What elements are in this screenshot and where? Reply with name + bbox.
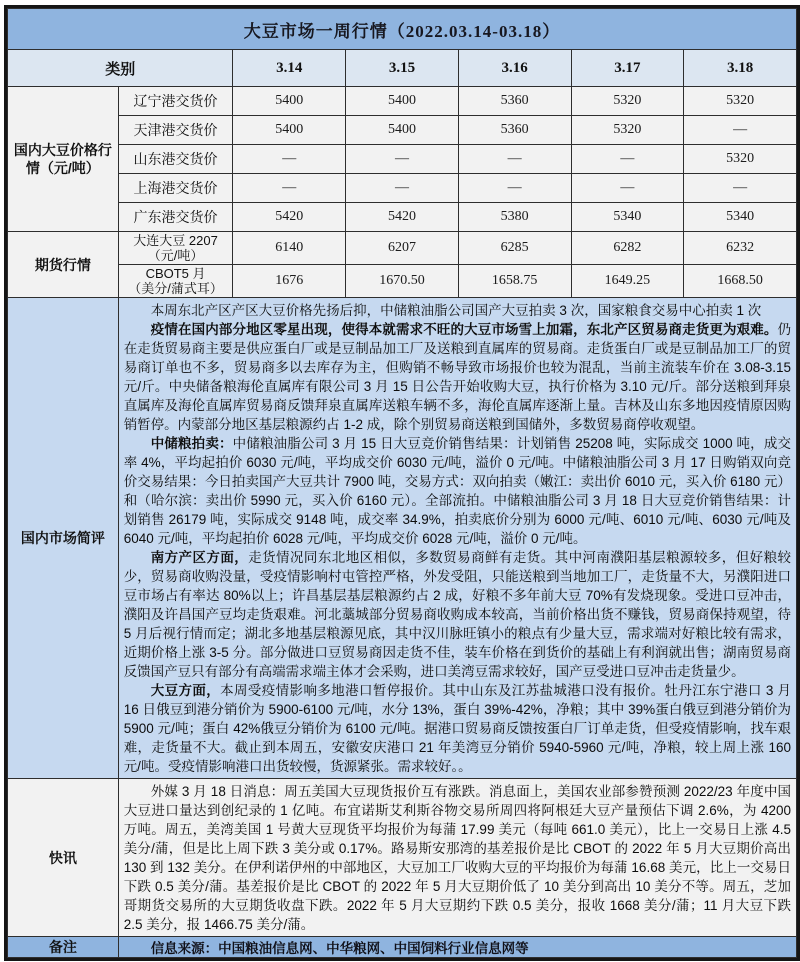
price-cell: 5400 xyxy=(346,116,459,145)
price-cell: 5420 xyxy=(233,203,346,232)
price-cell: 5360 xyxy=(458,116,571,145)
price-cell: 1670.50 xyxy=(346,265,459,298)
price-cell: 5320 xyxy=(571,87,684,116)
price-cell: 5340 xyxy=(571,203,684,232)
table-row xyxy=(8,116,797,145)
price-cell: 6285 xyxy=(458,232,571,265)
price-cell: — xyxy=(458,145,571,174)
review-paragraph xyxy=(124,320,791,434)
price-cell: — xyxy=(684,174,797,203)
review-paragraph-lead: 疫情在国内部分地区零星出现，使得本就需求不旺的大豆市场雪上加霜，东北产区贸易商走货更为艰难。 xyxy=(150,322,778,337)
column-header-date-1: 3.14 xyxy=(233,50,346,87)
price-cell: 5400 xyxy=(346,87,459,116)
review-paragraph xyxy=(124,434,791,548)
table-row xyxy=(8,145,797,174)
row-label: 山东港交货价 xyxy=(118,145,233,174)
price-cell: 6207 xyxy=(346,232,459,265)
price-cell: 5400 xyxy=(233,116,346,145)
futures-contract-name: 大连大豆 2207 xyxy=(133,233,218,248)
market-review-content xyxy=(118,298,796,779)
price-cell: 5360 xyxy=(458,87,571,116)
section-label-domestic-prices: 国内大豆价格行情（元/吨） xyxy=(8,87,119,232)
row-label: 上海港交货价 xyxy=(118,174,233,203)
review-paragraph-text: 仍在走货贸易商主要是供应蛋白厂或是豆制品加工厂及送粮到直属库的贸易商。走货蛋白厂或是豆制品加工厂的贸易商订单也不多，贸易商多以去库存为主，但购销不畅导致市场报价也较为混乱，当前主流装车价在 3.08-3.15 元/斤。中央储备粮海伦直属库有限公司 3 月 15 日公告开始收购大豆，执行价格为 3.10 元/斤。部分送粮到拜泉直属库及海伦直属库贸易商反馈拜泉直属库送粮车辆不多，海伦直属库逐渐上量。吉林及山东多地因疫情原因购销暂停。内蒙部分地区基层粮源约占 1-2 成，除个别贸易商送粮到国储外，多数贸易商停收观望。 xyxy=(123,322,791,432)
price-cell: 5380 xyxy=(458,203,571,232)
column-header-category: 类别 xyxy=(8,50,233,87)
column-header-date-2: 3.15 xyxy=(346,50,459,87)
price-cell: — xyxy=(233,174,346,203)
price-cell: — xyxy=(571,145,684,174)
price-cell: 1658.75 xyxy=(458,265,571,298)
table-row xyxy=(8,87,797,116)
row-label xyxy=(118,232,233,265)
price-cell: 6140 xyxy=(233,232,346,265)
row-label xyxy=(118,265,233,298)
review-paragraph xyxy=(124,681,791,776)
price-cell: 5320 xyxy=(684,145,797,174)
review-paragraph-text: 中储粮油脂公司 3 月 15 日大豆竞价销售结果：计划销售 25208 吨，实际成交 1000 吨，成交率 4%，平均起拍价 6030 元/吨，平均成交价 6030 元/吨，溢价 0 元/吨。中储粮油脂公司 3 月 17 日购销双向竞价交易结果：今日拍卖国产大豆共计 7900 吨，交易方式：双向拍卖（嫩江：卖出价 6010 元，买入价 6180 元）和（哈尔滨：卖出价 5990 元，买入价 6160 元）。全部流拍。中储粮油脂公司 3 月 18 日大豆竞价销售结果：计划销售 26179 吨，实际成交 9148 吨，成交率 34.9%，拍卖底价分别为 6000 元/吨、6010 元/吨、6030 元/吨及 6040 元/吨，平均起拍价 6028 元/吨，平均成交价 6028 元/吨，溢价 0 元/吨。 xyxy=(123,436,792,546)
futures-contract-unit: （元/吨） xyxy=(147,248,204,263)
section-label-remarks: 备注 xyxy=(8,937,119,958)
remarks-source-text: 信息来源：中国粮油信息网、中华粮网、中国饲料行业信息网等 xyxy=(118,937,796,958)
price-cell: — xyxy=(346,174,459,203)
report-title: 大豆市场一周行情（2022.03.14-03.18） xyxy=(8,9,797,50)
review-paragraph-text: 走货情况同东北地区相似，多数贸易商鲜有走货。其中河南濮阳基层粮源较多，但好粮较少，贸易商收购没量，受疫情影响村屯管控严格，外发受阻，只能送粮到当地加工厂，走货量不大，另濮阳进口豆市场占有率达 80%以上；许昌基层基层粮源约占 2 成，好粮不多年前大豆 70%有发烧现象。受进口豆冲击，濮阳及许昌国产豆均走货艰难。河北藁城部分贸易商收购成本较高，当前价格出货不赚钱，贸易商保持观望，待 5 月后视行情而定；湖北多地基层粮源见底，其中汉川脉旺镇小的粮点有少量大豆，需求端对好粮比较有需求，近期价格上涨 3-5 分。部分做进口豆贸易商因走货不佳，装车价格在到货价的基础上有利润就出售；湖南贸易商反馈国产豆只有部分有高端需求端主体才会采购，进口美湾豆需求较好，国产豆受进口豆冲击走货量少。 xyxy=(123,550,792,679)
review-paragraph xyxy=(124,548,791,681)
price-cell: 5320 xyxy=(571,116,684,145)
price-cell: 1676 xyxy=(233,265,346,298)
table-row xyxy=(8,232,797,265)
price-cell: — xyxy=(458,174,571,203)
price-cell: — xyxy=(684,116,797,145)
price-cell: — xyxy=(571,174,684,203)
table-row xyxy=(8,203,797,232)
price-cell: 6282 xyxy=(571,232,684,265)
table-row xyxy=(8,265,797,298)
column-header-date-3: 3.16 xyxy=(458,50,571,87)
review-intro-line: 本周东北产区产区大豆价格先扬后抑，中储粮油脂公司国产大豆拍卖 3 次，国家粮食交易中心拍卖 1 次 xyxy=(150,303,762,318)
review-paragraph-lead: 大豆方面， xyxy=(150,683,221,698)
price-cell: 1649.25 xyxy=(571,265,684,298)
price-cell: 5400 xyxy=(233,87,346,116)
price-cell: 5420 xyxy=(346,203,459,232)
row-label: 广东港交货价 xyxy=(118,203,233,232)
price-cell: 5320 xyxy=(684,87,797,116)
row-label: 天津港交货价 xyxy=(118,116,233,145)
row-label: 辽宁港交货价 xyxy=(118,87,233,116)
section-label-market-review: 国内市场简评 xyxy=(8,298,119,779)
section-label-futures: 期货行情 xyxy=(8,232,119,298)
soybean-market-table xyxy=(7,8,797,958)
review-paragraph-lead: 中储粮拍卖： xyxy=(150,436,233,451)
column-header-date-5: 3.18 xyxy=(684,50,797,87)
price-cell: 1668.50 xyxy=(684,265,797,298)
review-paragraph-lead: 南方产区方面， xyxy=(150,550,249,565)
price-cell: 5340 xyxy=(684,203,797,232)
weekly-report-sheet xyxy=(4,5,800,961)
review-paragraph-text: 本周受疫情影响多地港口暂停报价。其中山东及江苏盐城港口没有报价。牡丹江东宁港口 3 月 16 日俄豆到港分销价为 5900-6100 元/吨，水分 13%，蛋白 39%-42%，净粮；其中 39%蛋白俄豆到港分销价为 5900 元/吨；蛋白 42%俄豆分销价为 6100 元/吨。据港口贸易商反馈按蛋白厂订单走货，但受疫情影响，找车艰难，走货量不大。截止到本周五，安徽安庆港口 21 年美湾豆分销价 5940-5960 元/吨，净粮，较上周上涨 160 元/吨。受疫情影响港口出货较慢，货源紧张。需求较好。。 xyxy=(123,683,791,774)
section-label-news: 快讯 xyxy=(8,779,119,937)
futures-contract-unit: （美分/蒲式耳） xyxy=(128,281,223,296)
news-paragraph: 外媒 3 月 18 日消息：周五美国大豆现货报价互有涨跌。消息面上，美国农业部参赞预测 2022/23 年度中国大豆进口量达到创纪录的 1 亿吨。布宜诺斯艾利斯谷物交易所周四将阿根廷大豆产量预估下调 2.6%，为 4200 万吨。周五，美湾美国 1 号黄大豆现货平均报价为每蒲 17.99 美元（每吨 661.0 美元），比上一交易日上涨 4.5 美分/蒲，但是比上周下跌 3 美分或 0.17%。路易斯安那湾的基差报价是比 CBOT 的 2022 年 5 月大豆期价高出 130 到 132 美分。在伊利诺伊州的中部地区，大豆加工厂收购大豆的平均报价为每蒲 16.68 美元，比上一交易日下跌 0.5 美分/蒲。基差报价是比 CBOT 的 2022 年 5 月大豆期价低了 10 美分到高出 10 美分不等。周五，芝加哥期货交易所的大豆期货收盘下跌。2022 年 5 月大豆期约下跌 0.5 美分，报收 1668 美分/蒲；11 月大豆下跌 2.5 美分，报 1466.75 美分/蒲。 xyxy=(123,784,791,932)
news-content xyxy=(118,779,796,937)
price-cell: 6232 xyxy=(684,232,797,265)
price-cell: — xyxy=(346,145,459,174)
table-row xyxy=(8,174,797,203)
price-cell: — xyxy=(233,145,346,174)
column-header-date-4: 3.17 xyxy=(571,50,684,87)
futures-contract-name: CBOT5 月 xyxy=(145,266,206,281)
